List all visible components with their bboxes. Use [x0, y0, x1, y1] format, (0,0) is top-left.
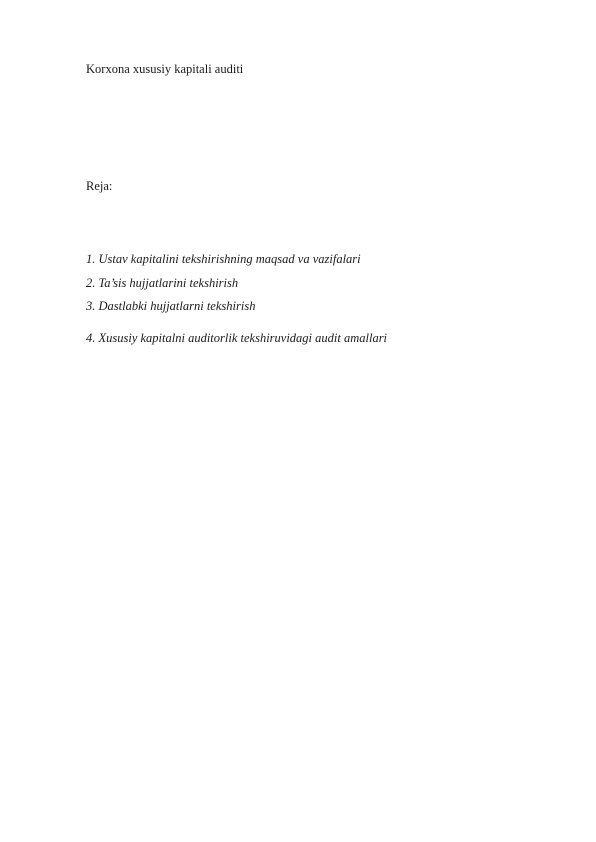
plan-item-3: 3. Dastlabki hujjatlarni tekshirish: [86, 299, 256, 313]
plan-item-1: 1. Ustav kapitalini tekshirishning maqsad va vazifalari: [86, 252, 361, 266]
document-title: Korxona xususiy kapitali auditi: [86, 62, 244, 76]
plan-item-4: 4. Xususiy kapitalni auditorlik tekshiruvidagi audit amallari: [86, 331, 388, 345]
plan-heading: Reja:: [86, 179, 113, 193]
plan-item-2: 2. Ta’sis hujjatlarini tekshirish: [86, 276, 239, 290]
